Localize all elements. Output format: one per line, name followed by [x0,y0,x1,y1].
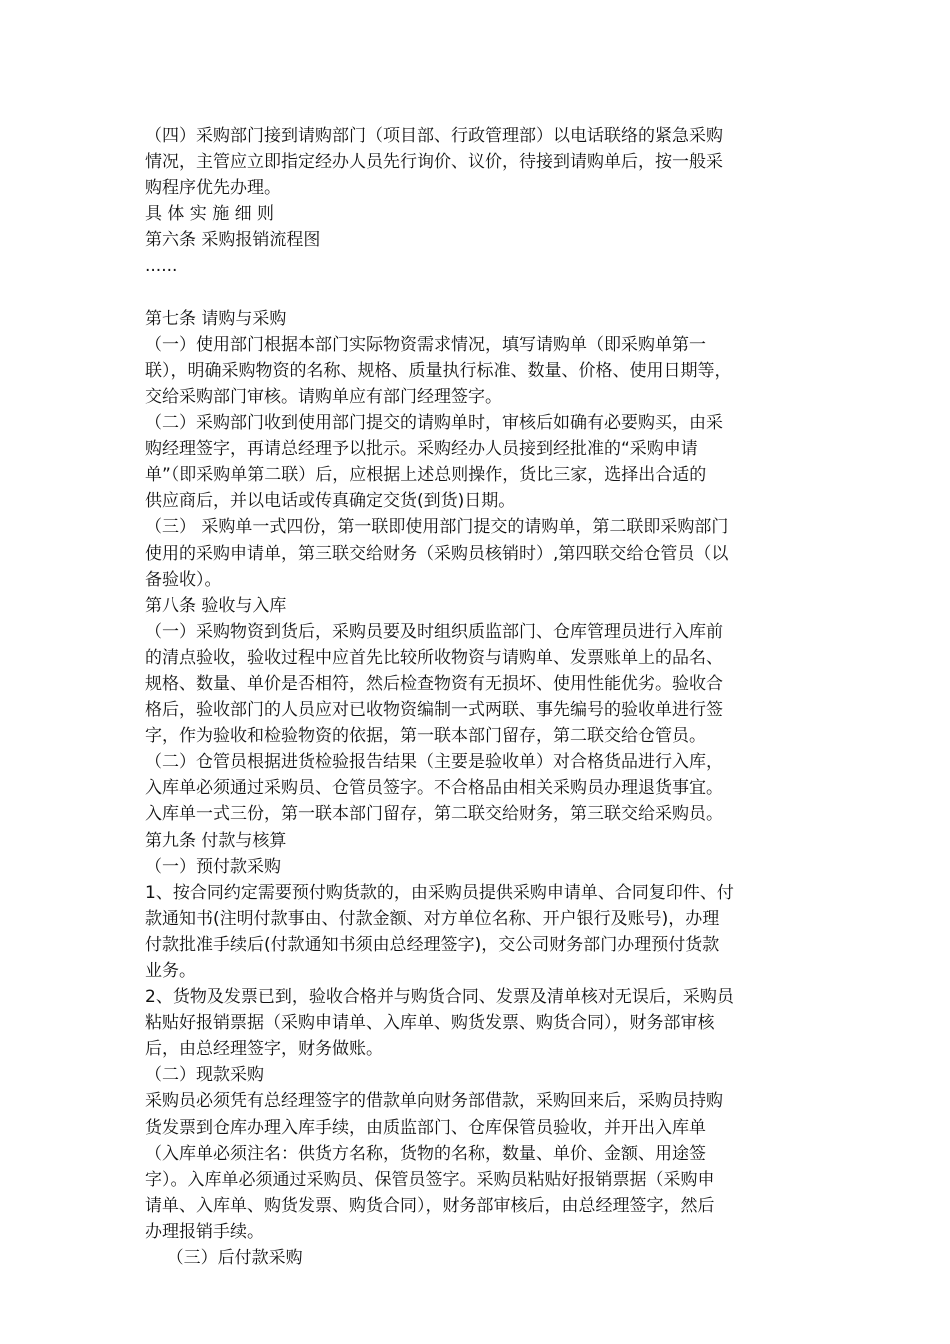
article-heading: 第八条 验收与入库 [145,595,287,616]
section-heading: 具 体 实 施 细 则 [145,204,275,225]
paragraph-line: （一）采购物资到货后，采购员要及时组织质监部门、仓库管理员进行入库前 [145,621,723,642]
paragraph-line: 付款批准手续后(付款通知书须由总经理签字)，交公司财务部门办理预付货款 [145,934,720,955]
paragraph-line: 联），明确采购物资的名称、规格、质量执行标准、数量、价格、使用日期等， [145,360,732,381]
paragraph-line: 格后，验收部门的人员应对已收物资编制一式两联、事先编号的验收单进行签 [145,700,723,721]
paragraph-line: 购经理签字，再请总经理予以批示。采购经办人员接到经批准的“采购申请 [145,439,698,460]
paragraph-line: 后，由总经理签字，财务做账。 [145,1039,383,1060]
blank-line [145,280,815,306]
paragraph-line: 字）。入库单必须通过采购员、保管员签字。采购员粘贴好报销票据（采购申 [145,1169,715,1190]
paragraph-line: 规格、数量、单价是否相符，然后检查物资有无损坏、使用性能优劣。验收合 [145,673,723,694]
paragraph-line: 情况，主管应立即指定经办人员先行询价、议价，待接到请购单后，按一般采 [145,152,723,173]
paragraph-line: 入库单必须通过采购员、仓管员签字。不合格品由相关采购员办理退货事宜。 [145,778,723,799]
paragraph-line: 供应商后，并以电话或传真确定交货(到货)日期。 [145,491,516,512]
paragraph-line: 办理报销手续。 [145,1221,264,1242]
paragraph-line: 字，作为验收和检验物资的依据，第一联本部门留存，第二联交给仓管员。 [145,726,706,747]
paragraph-line: 的清点验收，验收过程中应首先比较所收物资与请购单、发票账单上的品名、 [145,647,723,668]
paragraph-line: （三） 采购单一式四份，第一联即使用部门提交的请购单，第二联即采购部门 [145,517,729,538]
document-body [145,123,815,1271]
subsection-heading: （三）后付款采购 [145,1248,303,1269]
paragraph-line: 交给采购部门审核。请购单应有部门经理签字。 [145,386,502,407]
paragraph-line: （二）仓管员根据进货检验报告结果（主要是验收单）对合格货品进行入库， [145,752,723,773]
paragraph-line: 单”（即采购单第二联）后，应根据上述总则操作，货比三家，选择出合适的 [145,465,707,486]
ellipsis-line: ...... [145,256,178,277]
article-heading: 第六条 采购报销流程图 [145,230,321,251]
paragraph-line: 备验收）。 [145,569,222,590]
paragraph-line: 购程序优先办理。 [145,178,281,199]
paragraph-line: （入库单必须注名：供货方名称，货物的名称，数量、单价、金额、用途签 [145,1143,706,1164]
paragraph-line: 采购员必须凭有总经理签字的借款单向财务部借款，采购回来后，采购员持购 [145,1091,723,1112]
article-heading: 第九条 付款与核算 [145,830,287,851]
paragraph-line: 1、按合同约定需要预付购货款的，由采购员提供采购申请单、合同复印件、付 [145,882,734,903]
subsection-heading: （一）预付款采购 [145,856,281,877]
paragraph-line: 货发票到仓库办理入库手续，由质监部门、仓库保管员验收，并开出入库单 [145,1117,706,1138]
paragraph-line: 使用的采购申请单，第三联交给财务（采购员核销时）,第四联交给仓管员（以 [145,543,729,564]
paragraph-line: 粘贴好报销票据（采购申请单、入库单、购货发票、购货合同），财务部审核 [145,1013,715,1034]
article-heading: 第七条 请购与采购 [145,308,287,329]
paragraph-line: 业务。 [145,961,196,981]
paragraph-line: （一）使用部门根据本部门实际物资需求情况，填写请购单（即采购单第一 [145,334,706,355]
paragraph-line: 2、货物及发票已到，验收合格并与购货合同、发票及清单核对无误后，采购员 [145,987,734,1008]
subsection-heading: （二）现款采购 [145,1065,264,1086]
paragraph-line: 款通知书(注明付款事由、付款金额、对方单位名称、开户银行及账号)，办理 [145,908,720,929]
paragraph-line: 请单、入库单、购货发票、购货合同），财务部审核后，由总经理签字，然后 [145,1195,715,1216]
paragraph-line: （二）采购部门收到使用部门提交的请购单时，审核后如确有必要购买，由采 [145,413,723,434]
paragraph-line: 入库单一式三份，第一联本部门留存，第二联交给财务，第三联交给采购员。 [145,804,723,825]
paragraph-line: （四）采购部门接到请购部门（项目部、行政管理部）以电话联络的紧急采购 [145,126,723,146]
